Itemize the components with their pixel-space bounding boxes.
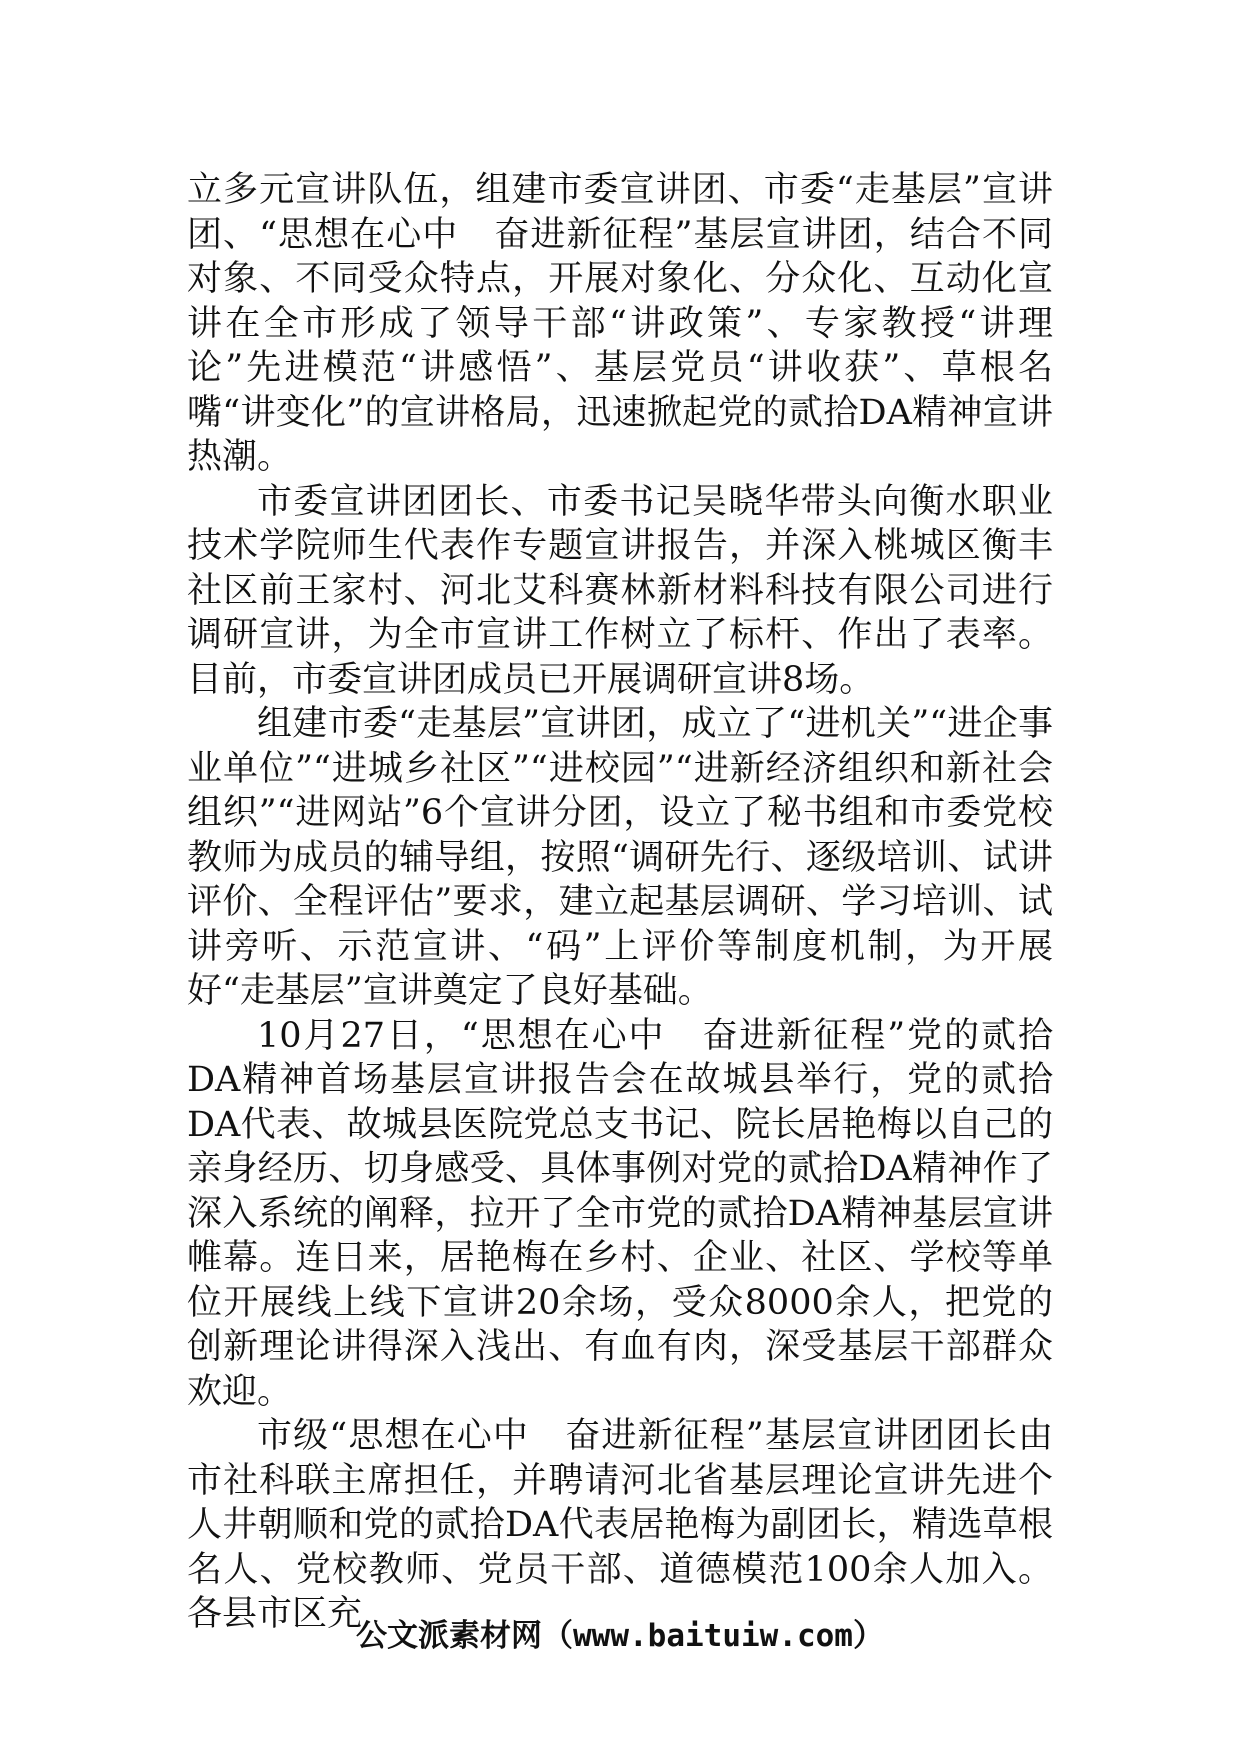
paragraph-5: 市级“思想在心中 奋进新征程”基层宣讲团团长由市社科联主席担任，并聘请河北省基层理论宣讲先进个人井朝顺和党的贰拾DA代表居艳梅为副团长，精选草根名人、党校教师、党员干部、道德模范100余人加入。各县市区充 (187, 1416, 1053, 1634)
document-body (187, 168, 1053, 1637)
paragraph-2: 市委宣讲团团长、市委书记吴晓华带头向衡水职业技术学院师生代表作专题宣讲报告，并深入桃城区衡丰社区前王家村、河北艾科赛林新材料科技有限公司进行调研宣讲，为全市宣讲工作树立了标杆、作出了表率。目前，市委宣讲团成员已开展调研宣讲8场。 (187, 481, 1053, 700)
paragraph-4: 10月27日，“思想在心中 奋进新征程”党的贰拾DA精神首场基层宣讲报告会在故城县举行，党的贰拾DA代表、故城县医院党总支书记、院长居艳梅以自己的亲身经历、切身感受、具体事例对党的贰拾DA精神作了深入系统的阐释，拉开了全市党的贰拾DA精神基层宣讲帷幕。连日来，居艳梅在乡村、企业、社区、学校等单位开展线上线下宣讲20余场，受众8000余人，把党的创新理论讲得深入浅出、有血有肉，深受基层干部群众欢迎。 (187, 1015, 1053, 1412)
paragraph-1: 立多元宣讲队伍，组建市委宣讲团、市委“走基层”宣讲团、“思想在心中 奋进新征程”基层宣讲团，结合不同对象、不同受众特点，开展对象化、分众化、互动化宣讲在全市形成了领导干部“讲政策”、专家教授“讲理论”先进模范“讲感悟”、基层党员“讲收获”、草根名嘴“讲变化”的宣讲格局，迅速掀起党的贰拾DA精神宣讲热潮。 (187, 170, 1053, 477)
page-footer: 公文派素材网（www.baituiw.com） (356, 1618, 884, 1654)
paragraph-3: 组建市委“走基层”宣讲团，成立了“进机关”“进企事业单位”“进城乡社区”“进校园”“进新经济组织和新社会组织”“进网站”6个宣讲分团，设立了秘书组和市委党校教师为成员的辅导组，按照“调研先行、逐级培训、试讲评价、全程评估”要求，建立起基层调研、学习培训、试讲旁听、示范宣讲、“码”上评价等制度机制，为开展好“走基层”宣讲奠定了良好基础。 (187, 704, 1053, 1011)
